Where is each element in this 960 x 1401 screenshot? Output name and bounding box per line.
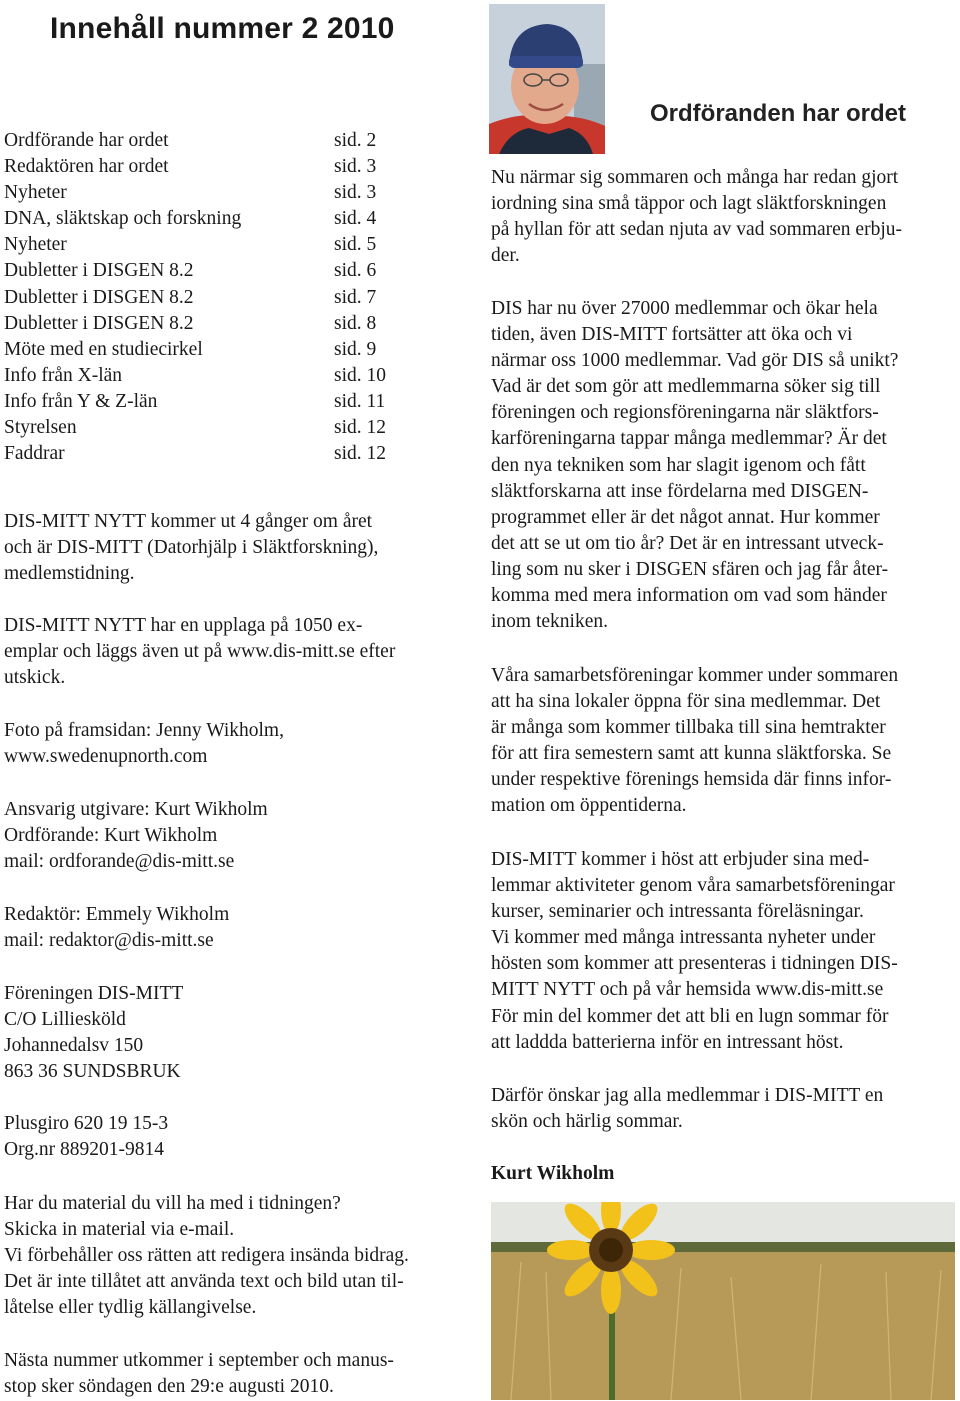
text-line: Därför önskar jag alla medlemmar i DIS-MITT en: [491, 1085, 884, 1106]
text-line: För min del kommer det att bli en lugn sommar för: [491, 1005, 889, 1027]
text-line: Vi förbehåller oss rätten att redigera insända bidrag.: [4, 1245, 409, 1267]
text-line: Vad är det som gör att medlemmarna söker sig till: [491, 376, 881, 398]
text-line: medlemstidning.: [4, 563, 135, 585]
sunflower-photo: [491, 1202, 955, 1400]
article-signature: Kurt Wikholm: [491, 1163, 615, 1184]
text-line: för att fira semestern samt att kunna släktforska. Se: [491, 743, 892, 765]
article-paragraph-5: [491, 1083, 956, 1135]
article-title: Ordföranden har ordet: [650, 100, 907, 127]
text-line: Nu närmar sig sommaren och många har redan gjort: [491, 167, 899, 188]
text-line: programmet eller är det något annat. Hur kommer: [491, 506, 880, 528]
toc-row: [4, 154, 424, 180]
toc-page: sid. 3: [334, 182, 377, 204]
text-line: Johannedalsv 150: [4, 1035, 144, 1057]
toc-row: [4, 128, 424, 154]
text-line: komma med mera information om vad som händer: [491, 585, 887, 607]
text-line: mail: redaktor@dis-mitt.se: [4, 930, 214, 952]
portrait-illustration: [489, 4, 605, 154]
toc-row: [4, 285, 424, 311]
toc-title: Info från X-län: [4, 364, 123, 386]
text-line: Vi kommer med många intressanta nyheter under: [491, 927, 876, 949]
text-line: att laddda batterierna inför en intressant höst.: [491, 1031, 844, 1053]
toc-row: [4, 258, 424, 284]
text-line: är många som kommer tillbaka till sina hemtrakter: [491, 717, 886, 739]
text-line: släktforskarna att inse fördelarna med DISGEN-: [491, 480, 869, 502]
toc-title: Faddrar: [4, 443, 65, 465]
chairman-portrait: [489, 4, 605, 154]
text-line: Våra samarbetsföreningar kommer under sommaren: [491, 665, 899, 686]
text-line: lemmar aktiviteter genom våra samarbetsföreningar: [491, 875, 895, 897]
toc-page: sid. 6: [334, 260, 377, 282]
toc-page: sid. 8: [334, 312, 377, 334]
text-line: emplar och läggs även ut på www.dis-mitt.se efter: [4, 641, 396, 663]
text-line: Nästa nummer utkommer i september och manus-: [4, 1350, 394, 1371]
address-block: [4, 981, 474, 1085]
toc-page: sid. 12: [334, 443, 387, 465]
text-line: det att se ut om tio år? Det är en intressant utveck-: [491, 532, 884, 554]
text-line: låtelse eller tydlig källangivelse.: [4, 1297, 257, 1319]
toc-title: Nyheter: [4, 182, 67, 204]
edition-paragraph: [4, 613, 474, 691]
text-line: mation om öppentiderna.: [491, 795, 687, 817]
text-line: www.swedenupnorth.com: [4, 746, 208, 768]
text-line: den nya tekniken som har slagit igenom och fått: [491, 454, 866, 476]
publisher-info: [4, 797, 474, 875]
text-line: kurser, seminarier och intressanta föreläsningar.: [491, 901, 864, 923]
text-line: utskick.: [4, 667, 66, 689]
toc-title: Redaktören har ordet: [4, 156, 169, 178]
text-line: ling som nu sker i DISGEN sfären och jag får åter-: [491, 558, 889, 580]
toc-page: sid. 11: [334, 390, 386, 412]
toc-title: Ordförande har ordet: [4, 130, 169, 151]
next-issue-notice: [4, 1348, 474, 1400]
text-line: Skicka in material via e-mail.: [4, 1219, 235, 1241]
text-line: stop sker söndagen den 29:e augusti 2010.: [4, 1376, 334, 1398]
toc-title: Styrelsen: [4, 417, 77, 439]
toc-row: [4, 389, 424, 415]
toc-page: sid. 2: [334, 130, 377, 151]
toc-title: Dubletter i DISGEN 8.2: [4, 260, 194, 282]
toc-page: sid. 4: [334, 208, 377, 230]
sunflower-illustration: [491, 1202, 955, 1400]
text-line: der.: [491, 245, 520, 267]
toc-row: [4, 337, 424, 363]
text-line: Redaktör: Emmely Wikholm: [4, 904, 230, 925]
text-line: Plusgiro 620 19 15-3: [4, 1113, 169, 1134]
article-paragraph-1: [491, 165, 956, 269]
toc-page: sid. 3: [334, 156, 377, 178]
toc-page: sid. 10: [334, 364, 387, 386]
text-line: under respektive förenings hemsida där finns infor-: [491, 769, 892, 791]
text-line: Har du material du vill ha med i tidningen?: [4, 1193, 341, 1214]
text-line: iordning sina små täppor och lagt släktforskningen: [491, 193, 887, 215]
page-title: Innehåll nummer 2 2010: [50, 12, 395, 45]
toc-title: Info från Y & Z-län: [4, 390, 158, 412]
toc-row: [4, 363, 424, 389]
toc-title: Dubletter i DISGEN 8.2: [4, 286, 194, 308]
text-line: Föreningen DIS-MITT: [4, 983, 184, 1004]
text-line: inom tekniken.: [491, 611, 608, 633]
text-line: och är DIS-MITT (Datorhjälp i Släktforskning),: [4, 537, 379, 559]
table-of-contents: [4, 128, 424, 467]
toc-row: [4, 415, 424, 441]
material-notice: [4, 1191, 474, 1321]
article-paragraph-3: [491, 663, 956, 820]
toc-title: Möte med en studiecirkel: [4, 338, 203, 360]
text-line: 863 36 SUNDSBRUK: [4, 1061, 181, 1083]
photo-credit: [4, 718, 474, 770]
text-line: tiden, även DIS-MITT fortsätter att öka och vi: [491, 324, 853, 346]
text-line: Det är inte tillåtet att använda text och bild utan til-: [4, 1271, 404, 1293]
text-line: mail: ordforande@dis-mitt.se: [4, 851, 235, 873]
toc-row: [4, 206, 424, 232]
text-line: att ha sina lokaler öppna för sina medlemmar. Det: [491, 691, 881, 713]
article-paragraph-2: [491, 296, 956, 635]
toc-page: sid. 9: [334, 338, 377, 360]
article-paragraph-4: [491, 847, 956, 1056]
toc-page: sid. 7: [334, 286, 377, 308]
text-line: hösten som kommer att presenteras i tidningen DIS-: [491, 953, 898, 975]
toc-title: Dubletter i DISGEN 8.2: [4, 312, 194, 334]
about-paragraph: [4, 509, 474, 587]
text-line: skön och härlig sommar.: [491, 1111, 683, 1133]
text-line: Ordförande: Kurt Wikholm: [4, 825, 218, 847]
toc-page: sid. 5: [334, 234, 377, 256]
text-line: C/O Lilliesköld: [4, 1009, 126, 1031]
toc-row: [4, 180, 424, 206]
text-line: DIS-MITT NYTT har en upplaga på 1050 ex-: [4, 615, 363, 636]
text-line: DIS-MITT kommer i höst att erbjuder sina med-: [491, 849, 870, 870]
text-line: MITT NYTT och på vår hemsida www.dis-mitt.se: [491, 979, 884, 1001]
text-line: DIS har nu över 27000 medlemmar och ökar hela: [491, 298, 878, 319]
text-line: karföreningarna tappar många medlemmar? Är det: [491, 428, 887, 450]
toc-row: [4, 232, 424, 258]
text-line: föreningen och regionsföreningarna när släktfors-: [491, 402, 879, 424]
text-line: Org.nr 889201-9814: [4, 1139, 164, 1161]
text-line: Ansvarig utgivare: Kurt Wikholm: [4, 799, 268, 820]
text-line: DIS-MITT NYTT kommer ut 4 gånger om året: [4, 511, 373, 532]
toc-row: [4, 441, 424, 467]
editor-info: [4, 902, 474, 954]
giro-info: [4, 1111, 474, 1163]
toc-title: Nyheter: [4, 234, 67, 256]
toc-page: sid. 12: [334, 417, 387, 439]
text-line: på hyllan för att sedan njuta av vad sommaren erbju-: [491, 219, 902, 241]
toc-title: DNA, släktskap och forskning: [4, 208, 242, 230]
text-line: Foto på framsidan: Jenny Wikholm,: [4, 720, 284, 741]
toc-row: [4, 311, 424, 337]
text-line: närmar oss 1000 medlemmar. Vad gör DIS så unikt?: [491, 350, 899, 372]
